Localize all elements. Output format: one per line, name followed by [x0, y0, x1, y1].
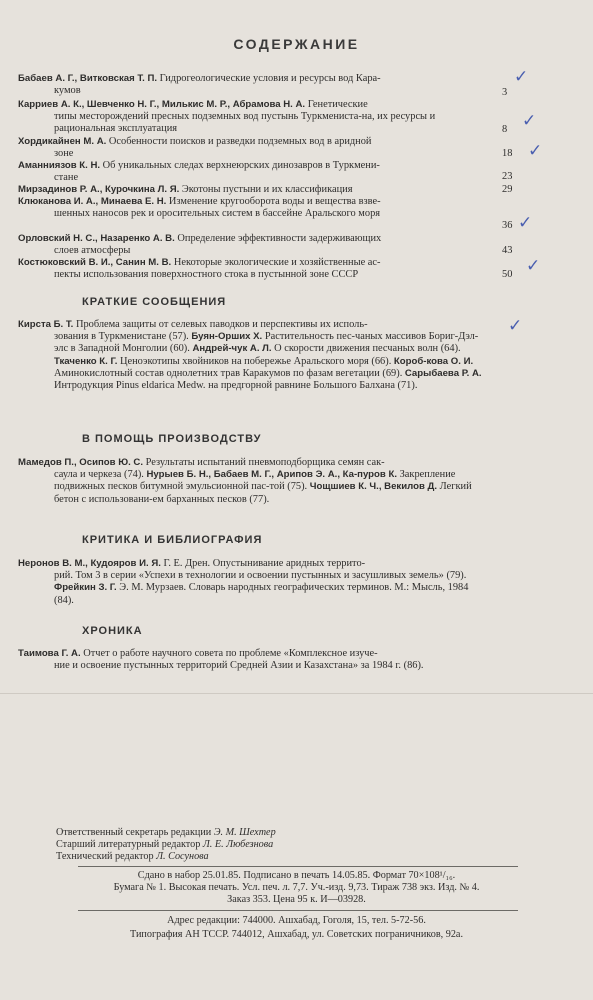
entry-text: рий. Том 3 в серии «Успехи в технологии и освоении пустынных и засушливых земель» (79).: [54, 570, 467, 582]
staff-line: Технический редактор Л. Сосунова: [56, 851, 209, 862]
entry-title-continued: слоев атмосферы: [54, 245, 131, 256]
entry-title-continued: зоне: [54, 148, 74, 159]
entry-authors: Мирзадинов Р. А., Курочкина Л. Я.: [18, 184, 180, 195]
entry-authors: Чощшиев К. Ч., Векилов Д.: [309, 481, 438, 493]
entry-title: Проблема защиты от селевых паводков и перспективы их исполь-: [75, 319, 368, 330]
page-number: 29: [502, 184, 513, 195]
entry-text: О скорости движения песчаных волн (64).: [271, 343, 461, 355]
entry-authors: Нурыев Б. Н., Бабаев М. Г., Арипов Э. А., Ка-пуров К.: [146, 469, 397, 481]
editorial-address: Адрес редакции: 744000. Ашхабад, Гоголя, 15, тел. 5-72-56.: [167, 915, 426, 926]
entry-text: ние и освоение пустынных территорий Средней Азии и Казахстана» за 1984 г. (86).: [54, 660, 424, 672]
printing-address: Типография АН ТССР. 744012, Ашхабад, ул. Советских пограничников, 92а.: [129, 929, 463, 940]
imprint-line: Заказ 353. Цена 95 к. И—03928.: [227, 894, 366, 905]
entry-title: Определение эффективности задерживающих: [177, 233, 382, 244]
entry-authors: Аманниязов К. Н.: [18, 160, 101, 171]
entry-authors: Клюканова И. А., Минаева Е. Н.: [18, 196, 167, 207]
entry-title: Об уникальных следах верхнеюрских динозавров в Туркмени-: [102, 160, 380, 171]
toc-entry: [18, 99, 478, 135]
editorial-staff: [56, 827, 276, 863]
entry-authors: Короб-кова О. И.: [393, 355, 474, 367]
section-body: [18, 558, 488, 607]
entry-title: Гидрогеологические условия и ресурсы вод Кара-: [159, 73, 381, 84]
entry-title: Результаты испытаний пневмоподборщика семян сак-: [145, 457, 385, 468]
section-body: [18, 648, 488, 672]
entry-text: Аминокислотный состав однолетних трав Каракумов по фазам вегетации (69).: [54, 367, 405, 379]
entry-authors: Костюковский В. И., Санин М. В.: [18, 257, 172, 268]
section-heading: КРАТКИЕ СООБЩЕНИЯ: [82, 296, 227, 308]
entry-authors: Кирста Б. Т.: [18, 319, 74, 330]
toc-entry: [18, 257, 478, 281]
entry-title: Экотоны пустыни и их классификация: [181, 184, 353, 195]
entry-authors: Хордикайнен М. А.: [18, 136, 107, 147]
page-number: 23: [502, 171, 513, 182]
entry-authors: Сарыбаева Р. А.: [404, 367, 482, 379]
divider-bottom: [78, 910, 518, 911]
section-body: [18, 319, 492, 392]
entry-authors: Карриев А. К., Шевченко Н. Г., Милькис М. Р., Абрамова Н. А.: [18, 99, 306, 110]
entry-authors: Неронов В. М., Кудояров И. Я.: [18, 558, 161, 569]
entry-text: зования в Туркменистане (57).: [54, 331, 192, 343]
staff-line: Ответственный секретарь редакции Э. М. Шехтер: [56, 827, 276, 838]
page-title: СОДЕРЖАНИЕ: [233, 36, 360, 52]
entry-title: Отчет о работе научного совета по проблеме «Комплексное изуче-: [83, 648, 378, 659]
entry-title: Изменение кругооборота воды и вещества взве-: [168, 196, 381, 207]
entry-title: Генетические: [307, 99, 368, 110]
handwritten-check-mark-icon: ✓: [508, 316, 523, 336]
staff-line: Старший литературный редактор Л. Е. Любезнова: [56, 839, 274, 850]
entry-title-continued: пекты использования поверхностного стока в пустынной зоне СССР: [54, 269, 359, 280]
entry-authors: Орловский Н. С., Назаренко А. В.: [18, 233, 175, 244]
entry-text: Интродукция Pinus eldarica Medw. на предгорной равнине Большого Балхана (71).: [54, 380, 418, 392]
section-body: [18, 457, 492, 506]
toc-entry: [18, 196, 478, 220]
page-number: 50: [502, 269, 513, 280]
entry-title: Г. Е. Дрен. Опустынивание аридных террито-: [163, 558, 366, 569]
page-number: 43: [502, 245, 513, 256]
entry-title-continued: стане: [54, 172, 79, 183]
divider-top: [78, 866, 518, 867]
paper-fold-line: [0, 693, 593, 694]
toc-entry: [18, 184, 478, 196]
entry-text: Закрепление подвижных песков битумной эмульсионной пас-той (75).: [54, 469, 456, 493]
entry-title: Некоторые экологические и хозяйственные ас-: [173, 257, 381, 268]
entry-authors: Андрей-чук А. Л.: [192, 343, 272, 355]
section-heading: КРИТИКА И БИБЛИОГРАФИЯ: [82, 534, 263, 546]
entry-text: Ценоэкотипы хвойников на побережье Аральского моря (66).: [117, 355, 394, 367]
section-heading: В ПОМОЩЬ ПРОИЗВОДСТВУ: [82, 433, 262, 445]
entry-text: Растительность пес-чаных массивов Бориг-Дэл-элс в Западной Монголии (60).: [54, 331, 479, 355]
entry-authors: Мамедов П., Осипов Ю. С.: [18, 457, 144, 468]
handwritten-check-mark-icon: ✓: [526, 256, 541, 276]
imprint-line: Сдано в набор 25.01.85. Подписано в печать 14.05.85. Формат 70×108¹/₁₆.: [137, 870, 456, 881]
handwritten-check-mark-icon: ✓: [514, 67, 529, 87]
handwritten-check-mark-icon: ✓: [528, 141, 543, 161]
entry-authors: Буян-Орших Х.: [191, 331, 263, 343]
toc-entry: [18, 73, 478, 97]
entry-text: Легкий бетон с использовани-ем барханных песков (77).: [54, 481, 472, 505]
toc-entry: [18, 136, 478, 160]
page-number: 3: [502, 87, 508, 98]
page-number: 8: [502, 124, 508, 135]
entry-text: саула и черкеза (74).: [54, 469, 147, 481]
toc-entry: [18, 233, 478, 257]
entry-authors: Фрейкин З. Г.: [54, 582, 117, 594]
handwritten-check-mark-icon: ✓: [522, 111, 537, 131]
page-number: 18: [502, 148, 513, 159]
entry-authors: Бабаев А. Г., Витковская Т. П.: [18, 73, 158, 84]
entry-authors: Таимова Г. А.: [18, 648, 81, 659]
page-number: 36: [502, 220, 513, 231]
section-heading: ХРОНИКА: [82, 625, 143, 637]
entry-title-continued: типы месторождений пресных подземных вод пустынь Туркмениста-на, их ресурсы и рациональная эксплуатация: [54, 111, 436, 134]
toc-entry: [18, 160, 478, 184]
entry-text: Э. М. Мурзаев. Словарь народных географических терминов. М.: Мысль, 1984 (84).: [54, 582, 469, 606]
entry-authors: Ткаченко К. Г.: [54, 355, 118, 367]
imprint-line: Бумага № 1. Высокая печать. Усл. печ. л. 7,7. Уч.-изд. 9,73. Тираж 738 экз. Изд. № 4.: [113, 882, 480, 893]
entry-title-continued: шенных наносов рек и оросительных систем в бассейне Аральского моря: [54, 208, 381, 219]
handwritten-check-mark-icon: ✓: [518, 213, 533, 233]
entry-title: Особенности поисков и разведки подземных вод в аридной: [108, 136, 372, 147]
entry-title-continued: кумов: [54, 85, 81, 96]
